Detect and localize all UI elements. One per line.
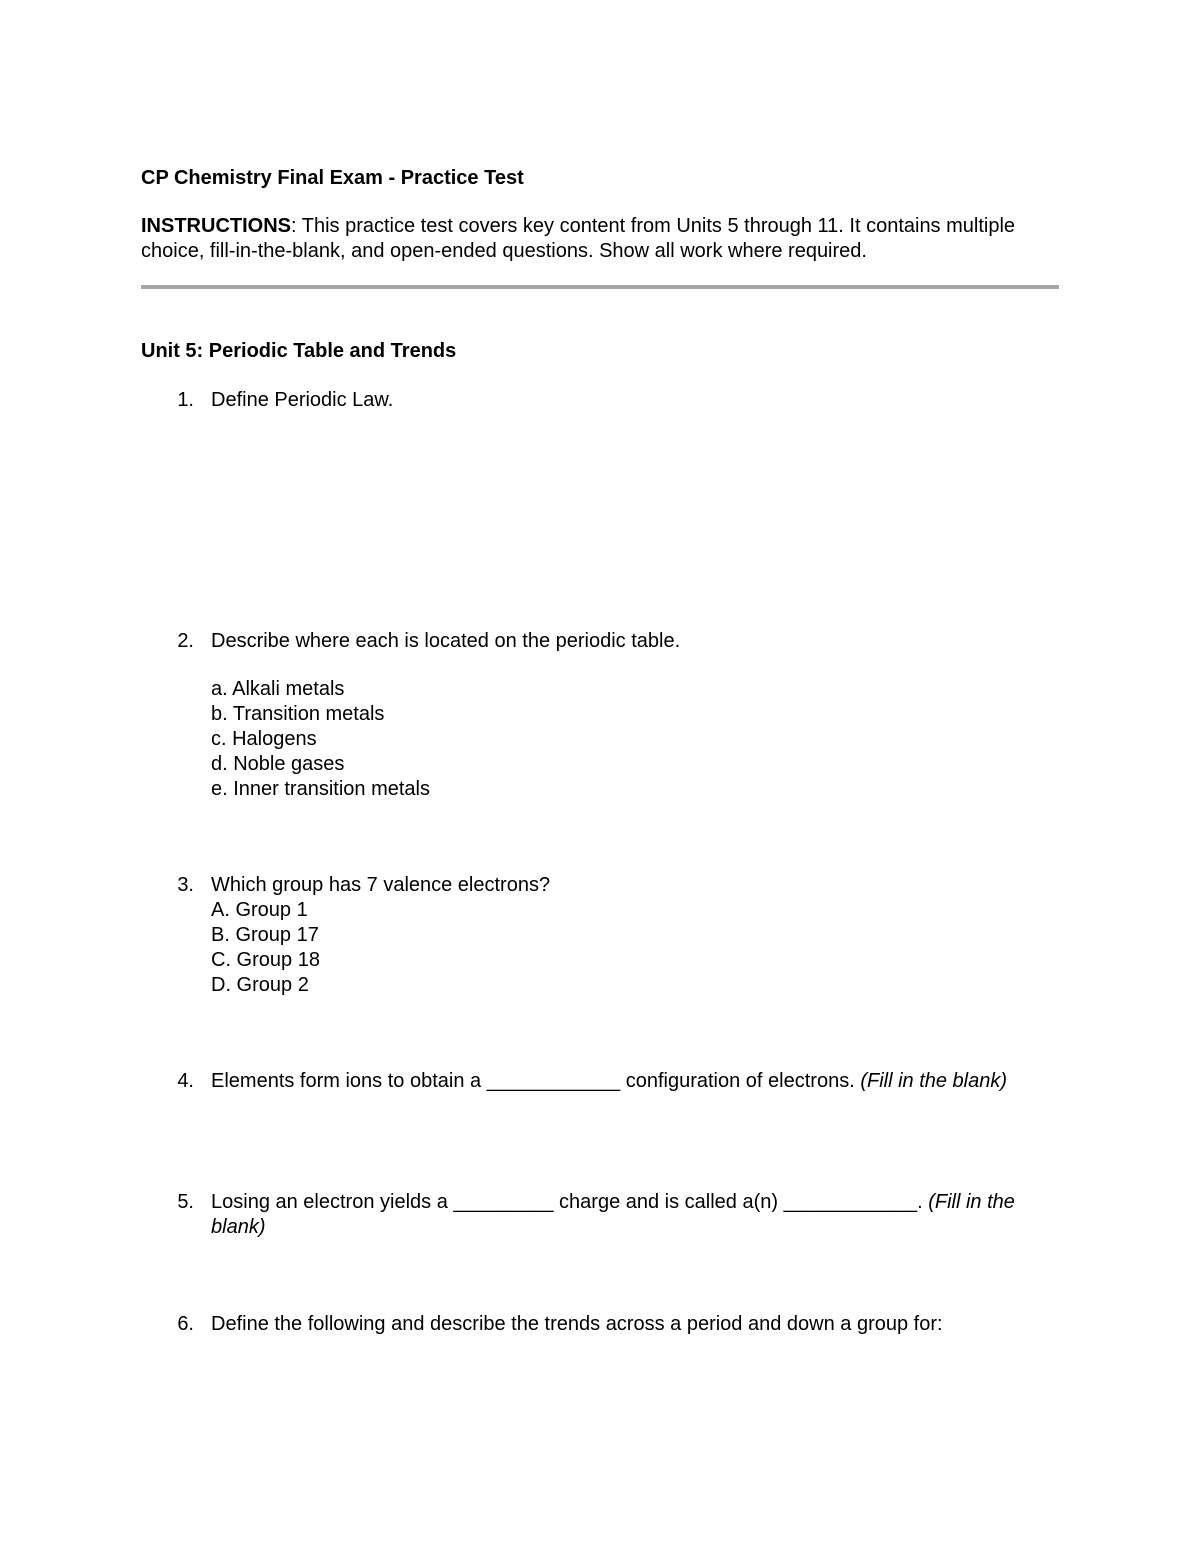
list-item: d. Noble gases: [211, 753, 345, 775]
fill-in-hint: (Fill in the blank): [860, 1070, 1008, 1092]
question-text: Describe where each is located on the periodic table.: [211, 630, 681, 652]
list-item: c. Halogens: [211, 728, 317, 750]
instructions-label: INSTRUCTIONS: [141, 215, 291, 237]
question-number: 4.: [177, 1070, 194, 1092]
unit-heading: Unit 5: Periodic Table and Trends: [141, 340, 457, 362]
question-text: Define the following and describe the trends across a period and down a group for:: [211, 1313, 943, 1335]
question-body: Losing an electron yields a _________ charge and is called a(n) ____________.: [211, 1191, 929, 1213]
answer-option: B. Group 17: [211, 924, 319, 946]
question-number: 5.: [177, 1191, 194, 1213]
instructions-text: : This practice test covers key content from Units 5 through 11. It contains multiple choice, fill-in-the-blank, and open-ended questions. Show all work where required.: [141, 215, 1016, 262]
fill-in-hint: (Fill in the blank): [211, 1191, 1015, 1238]
page-title: CP Chemistry Final Exam - Practice Test: [141, 167, 524, 189]
question-number: 3.: [177, 874, 194, 896]
question-number: 2.: [177, 630, 194, 652]
instructions: [141, 214, 1061, 264]
list-item: b. Transition metals: [211, 703, 385, 725]
list-item: a. Alkali metals: [211, 678, 345, 700]
question-number: 1.: [177, 389, 194, 411]
question-text: [211, 1190, 1056, 1240]
horizontal-rule: [141, 285, 1059, 289]
question-text: [211, 1069, 1031, 1094]
answer-option: A. Group 1: [211, 899, 308, 921]
question-text: Define Periodic Law.: [211, 389, 394, 411]
question-text: Which group has 7 valence electrons?: [211, 874, 551, 896]
list-item: e. Inner transition metals: [211, 778, 430, 800]
answer-option: C. Group 18: [211, 949, 320, 971]
answer-option: D. Group 2: [211, 974, 309, 996]
question-body: Elements form ions to obtain a ____________ configuration of electrons.: [211, 1070, 861, 1092]
question-number: 6.: [177, 1313, 194, 1335]
